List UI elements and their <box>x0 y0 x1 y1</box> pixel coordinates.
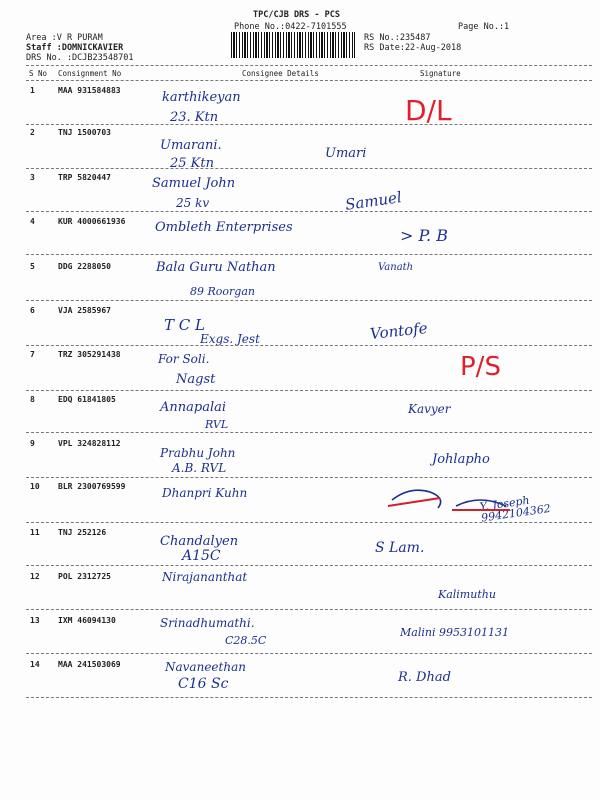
rs-date: RS Date:22-Aug-2018 <box>364 43 462 53</box>
row-consignment: EDQ 61841805 <box>58 395 116 404</box>
signature-handwriting: Samuel <box>344 188 403 214</box>
signature-handwriting: R. Dhad <box>398 670 451 685</box>
drs-number: DRS No. :DCJB23548701 <box>26 53 134 63</box>
consignee-address: RVL <box>205 418 229 431</box>
row-sno: 11 <box>30 528 40 537</box>
consignee-address: 25 Ktn <box>170 156 214 171</box>
consignee-address: 23. Ktn <box>170 110 219 125</box>
area-label: Area :V R PURAM <box>26 33 103 43</box>
row-sno: 14 <box>30 660 40 669</box>
document-title: TPC/CJB DRS - PCS <box>253 10 340 20</box>
signature-handwriting: Vanath <box>378 262 414 273</box>
consignee-address: Exgs. Jest <box>200 332 260 346</box>
signature-handwriting: S Lam. <box>375 540 425 556</box>
consignee-name: T C L <box>164 316 205 334</box>
staff-label: Staff :DOMNICKAVIER <box>26 43 124 53</box>
consignee-name: Srinadhumathi. <box>160 616 255 630</box>
row-consignment: KUR 4000661936 <box>58 217 126 226</box>
column-header-signature: Signature <box>420 69 461 78</box>
row-consignment: MAA 931584883 <box>58 86 121 95</box>
row-consignment: IXM 46094130 <box>58 616 116 625</box>
row-consignment: VPL 324828112 <box>58 439 121 448</box>
signature-handwriting: Y. Joseph 9942104362 <box>478 493 552 525</box>
row-sno: 10 <box>30 482 40 491</box>
signature-handwriting: Vontofe <box>369 319 429 343</box>
signature-handwriting: P/S <box>460 352 501 382</box>
consignee-address: 89 Roorgan <box>190 285 255 298</box>
row-sno: 13 <box>30 616 40 625</box>
row-sno: 2 <box>30 128 35 137</box>
consignee-address: 25 kv <box>176 196 210 210</box>
row-sno: 7 <box>30 350 35 359</box>
consignee-name: Bala Guru Nathan <box>156 260 276 275</box>
column-header-sno: S No <box>29 69 48 78</box>
phone-number: Phone No.:0422-7101555 <box>234 22 347 32</box>
consignee-address: Nagst <box>176 372 216 387</box>
consignee-address: C16 Sc <box>178 676 229 692</box>
consignee-address: C28.5C <box>225 634 267 647</box>
consignee-name: Chandalyen <box>160 534 239 549</box>
consignee-name: Prabhu John <box>160 446 236 460</box>
signature-handwriting: Johlapho <box>432 452 490 467</box>
rs-number: RS No.:235487 <box>364 33 431 43</box>
row-sno: 6 <box>30 306 35 315</box>
column-header-consignment: Consignment No <box>58 69 122 78</box>
consignee-name: Dhanpri Kuhn <box>162 486 248 500</box>
row-consignment: TRZ 305291438 <box>58 350 121 359</box>
row-sno: 12 <box>30 572 40 581</box>
consignee-name: For Soli. <box>158 352 210 366</box>
row-sno: 3 <box>30 173 35 182</box>
row-sno: 9 <box>30 439 35 448</box>
row-sno: 4 <box>30 217 35 226</box>
row-sno: 8 <box>30 395 35 404</box>
column-header-consignee: Consignee Details <box>242 69 319 78</box>
signature-handwriting: Kalimuthu <box>438 588 496 601</box>
row-consignment: TNJ 252126 <box>58 528 107 537</box>
consignee-name: Annapalai <box>160 400 227 415</box>
signature-handwriting: Umari <box>325 146 367 161</box>
consignee-name: Nirajananthat <box>162 570 248 584</box>
row-consignment: VJA 2585967 <box>58 306 111 315</box>
consignee-name: Samuel John <box>152 176 236 191</box>
signature-handwriting: > P. B <box>400 226 448 245</box>
consignee-name: Ombleth Enterprises <box>155 220 293 235</box>
consignee-address: A.B. RVL <box>172 461 227 475</box>
row-consignment: TNJ 1500703 <box>58 128 111 137</box>
signature-handwriting: Kavyer <box>408 402 451 416</box>
consignee-name: Umarani. <box>160 138 222 153</box>
row-consignment: DDG 2288050 <box>58 262 111 271</box>
row-consignment: TRP 5820447 <box>58 173 111 182</box>
signature-handwriting: Malini 9953101131 <box>400 626 509 639</box>
signature-handwriting: D/L <box>405 94 452 127</box>
row-consignment: MAA 241503069 <box>58 660 121 669</box>
row-sno: 5 <box>30 262 35 271</box>
consignee-name: Navaneethan <box>165 660 246 674</box>
row-consignment: POL 2312725 <box>58 572 111 581</box>
consignee-name: karthikeyan <box>162 90 241 105</box>
consignee-address: A15C <box>182 548 221 564</box>
page-number: Page No.:1 <box>458 22 510 32</box>
row-sno: 1 <box>30 86 35 95</box>
row-consignment: BLR 2300769599 <box>58 482 126 491</box>
